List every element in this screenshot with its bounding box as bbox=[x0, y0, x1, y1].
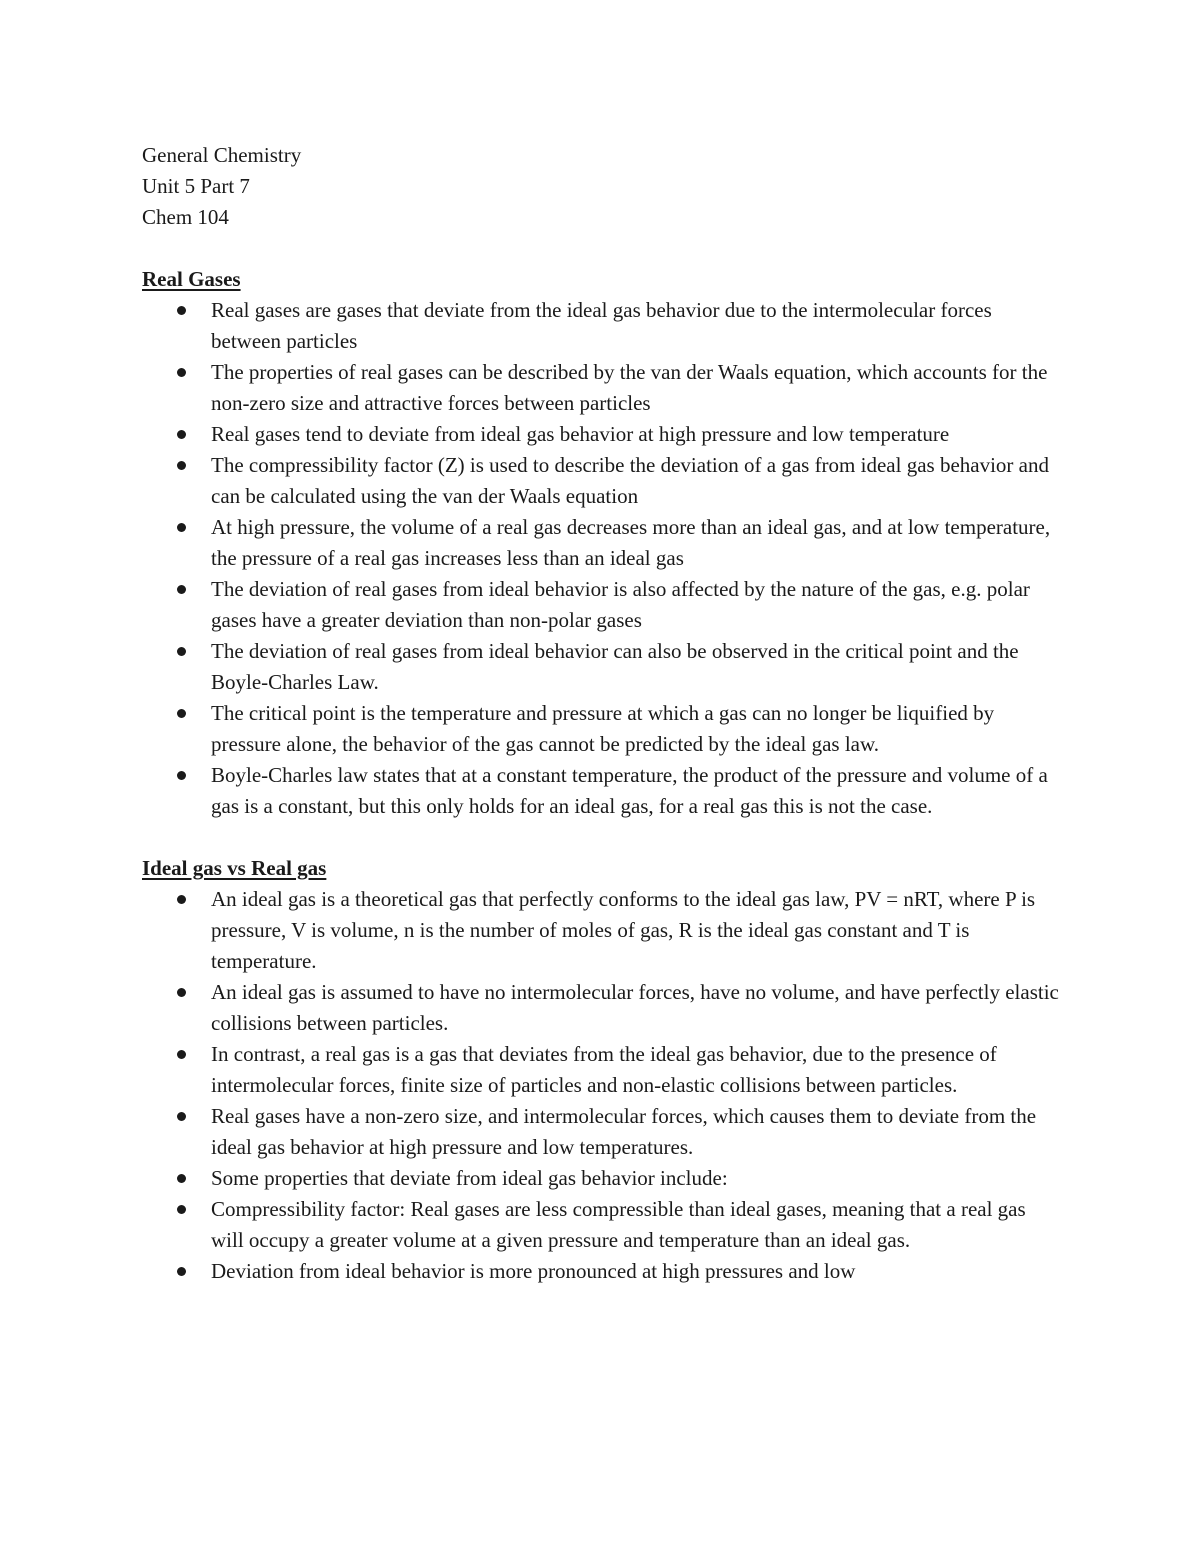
list-item-text: Real gases have a non-zero size, and intermolecular forces, which causes them to deviate from the ideal gas behavior at high pressure and low temperatures. bbox=[211, 1104, 1037, 1159]
bullet-icon bbox=[177, 895, 186, 904]
list-item bbox=[211, 295, 1062, 357]
list-item-text: Boyle-Charles law states that at a constant temperature, the product of the pressure and volume of a gas is a constant, but this only holds for an ideal gas, for a real gas this is not the case. bbox=[211, 763, 1048, 818]
list-item bbox=[211, 884, 1062, 977]
list-item-text: Some properties that deviate from ideal gas behavior include: bbox=[211, 1166, 728, 1190]
section-heading-real-gases: Real Gases bbox=[142, 267, 241, 291]
list-item-text: The properties of real gases can be described by the van der Waals equation, which accounts for the non-zero size and attractive forces between particles bbox=[211, 360, 1048, 415]
ideal-vs-real-list bbox=[142, 884, 1062, 1287]
list-item bbox=[211, 977, 1062, 1039]
spacer bbox=[142, 233, 1062, 264]
bullet-icon bbox=[177, 461, 186, 470]
list-item bbox=[211, 1101, 1062, 1163]
list-item bbox=[211, 419, 1062, 450]
bullet-icon bbox=[177, 306, 186, 315]
list-item-text: Real gases tend to deviate from ideal gas behavior at high pressure and low temperature bbox=[211, 422, 950, 446]
bullet-icon bbox=[177, 1050, 186, 1059]
list-item-text: In contrast, a real gas is a gas that deviates from the ideal gas behavior, due to the presence of intermolecular forces, finite size of particles and non-elastic collisions between particles. bbox=[211, 1042, 997, 1097]
list-item-text: Compressibility factor: Real gases are less compressible than ideal gases, meaning that a real gas will occupy a greater volume at a given pressure and temperature than an ideal gas. bbox=[211, 1197, 1026, 1252]
bullet-icon bbox=[177, 1267, 186, 1276]
bullet-icon bbox=[177, 1205, 186, 1214]
list-item bbox=[211, 1194, 1062, 1256]
list-item bbox=[211, 450, 1062, 512]
document-page bbox=[142, 140, 1062, 1287]
unit-label: Unit 5 Part 7 bbox=[142, 174, 250, 198]
list-item bbox=[211, 512, 1062, 574]
list-item-text: The deviation of real gases from ideal behavior is also affected by the nature of the gas, e.g. polar gases have a greater deviation than non-polar gases bbox=[211, 577, 1030, 632]
bullet-icon bbox=[177, 988, 186, 997]
list-item bbox=[211, 574, 1062, 636]
list-item-text: The compressibility factor (Z) is used to describe the deviation of a gas from ideal gas behavior and can be calculated using the van der Waals equation bbox=[211, 453, 1049, 508]
list-item bbox=[211, 1163, 1062, 1194]
section-heading-ideal-vs-real: Ideal gas vs Real gas bbox=[142, 856, 327, 880]
list-item-text: An ideal gas is assumed to have no intermolecular forces, have no volume, and have perfectly elastic collisions between particles. bbox=[211, 980, 1059, 1035]
bullet-icon bbox=[177, 368, 186, 377]
bullet-icon bbox=[177, 647, 186, 656]
list-item bbox=[211, 1256, 1062, 1287]
list-item-text: The critical point is the temperature and pressure at which a gas can no longer be liquified by pressure alone, the behavior of the gas cannot be predicted by the ideal gas law. bbox=[211, 701, 995, 756]
list-item bbox=[211, 636, 1062, 698]
course-title: General Chemistry bbox=[142, 143, 302, 167]
list-item-text: At high pressure, the volume of a real gas decreases more than an ideal gas, and at low temperature, the pressure of a real gas increases less than an ideal gas bbox=[211, 515, 1051, 570]
real-gases-list bbox=[142, 295, 1062, 822]
list-item bbox=[211, 357, 1062, 419]
list-item bbox=[211, 760, 1062, 822]
list-item-text: Deviation from ideal behavior is more pronounced at high pressures and low bbox=[211, 1259, 856, 1283]
bullet-icon bbox=[177, 709, 186, 718]
bullet-icon bbox=[177, 585, 186, 594]
spacer bbox=[142, 822, 1062, 853]
bullet-icon bbox=[177, 1174, 186, 1183]
list-item-text: Real gases are gases that deviate from the ideal gas behavior due to the intermolecular forces between particles bbox=[211, 298, 992, 353]
bullet-icon bbox=[177, 430, 186, 439]
list-item-text: The deviation of real gases from ideal behavior can also be observed in the critical point and the Boyle-Charles Law. bbox=[211, 639, 1019, 694]
list-item bbox=[211, 698, 1062, 760]
bullet-icon bbox=[177, 523, 186, 532]
course-code: Chem 104 bbox=[142, 205, 229, 229]
list-item-text: An ideal gas is a theoretical gas that perfectly conforms to the ideal gas law, PV = nRT, where P is pressure, V is volume, n is the number of moles of gas, R is the ideal gas constant and T is temperature. bbox=[211, 887, 1036, 973]
bullet-icon bbox=[177, 771, 186, 780]
list-item bbox=[211, 1039, 1062, 1101]
bullet-icon bbox=[177, 1112, 186, 1121]
